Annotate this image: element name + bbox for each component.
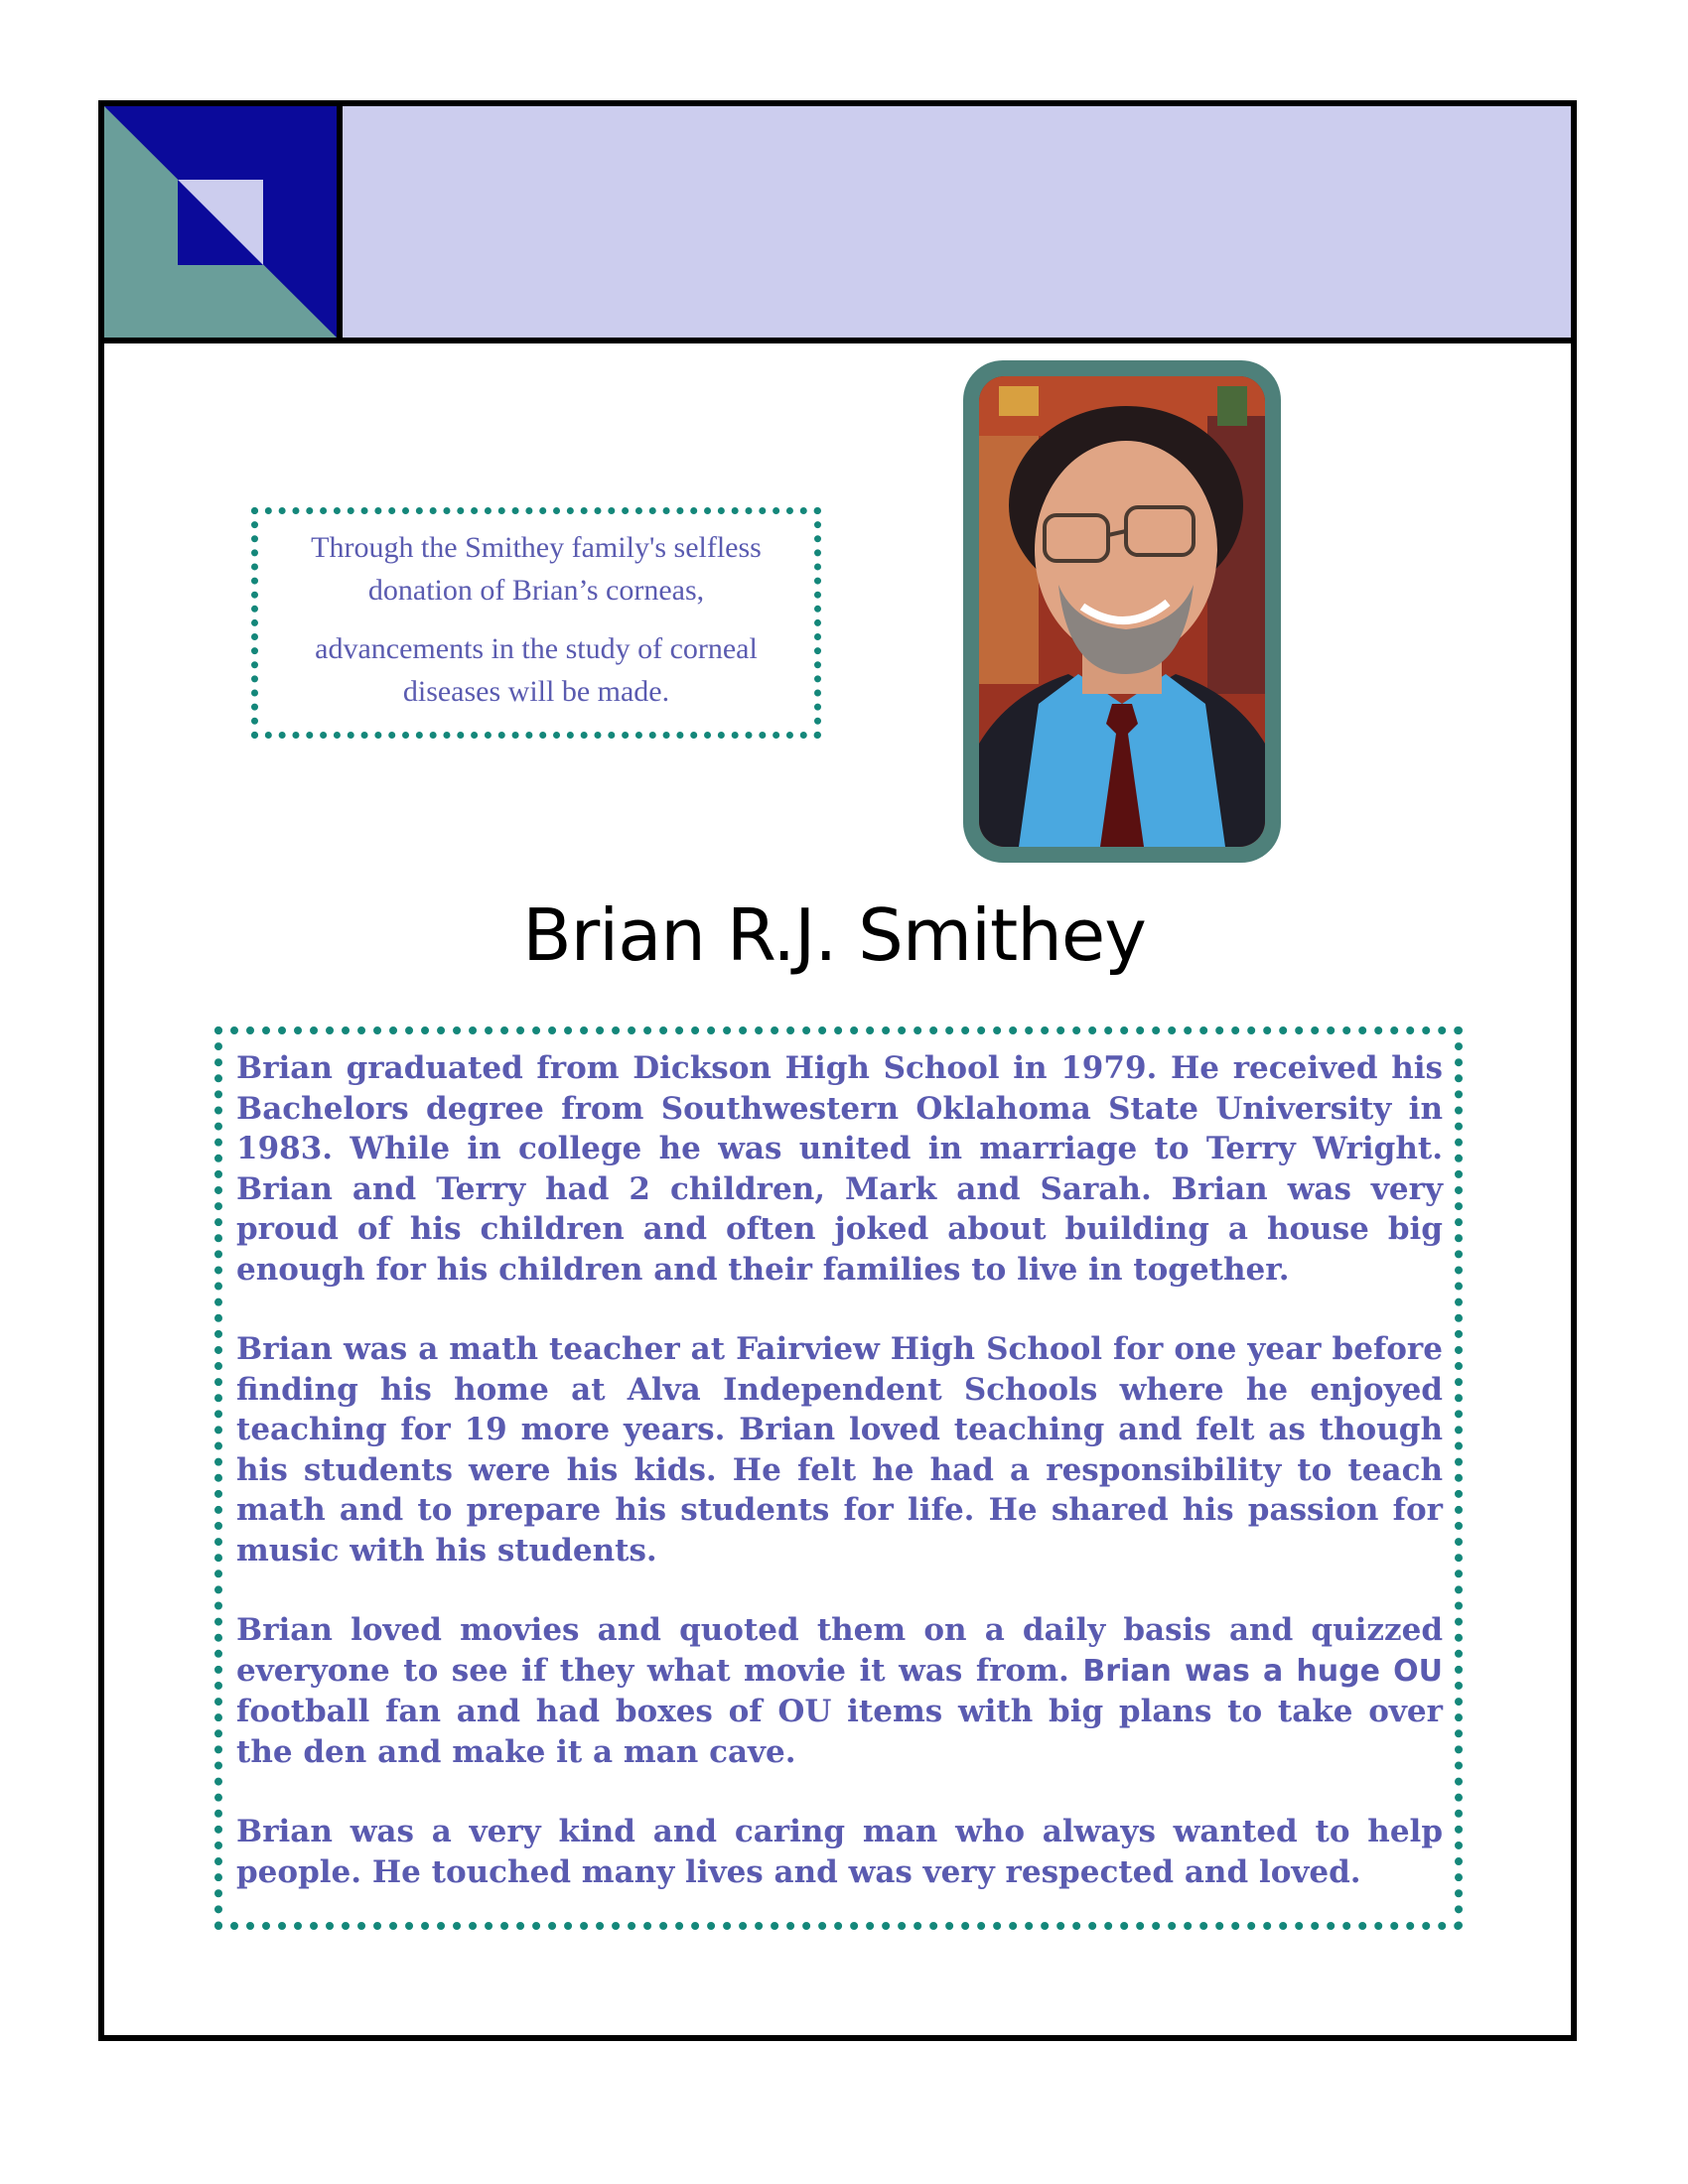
header	[104, 106, 1571, 343]
bio-paragraph: Brian was a math teacher at Fairview High School for one year before finding his home at Alva Independent Schools where he enjoyed teaching for 19 more years. Brian loved teaching and felt as though his students were his kids. He felt he had a responsibility to teach math and to prepare his students for life. He shared his passion for music with his students.	[236, 1331, 1443, 1569]
bio-text: football fan and had boxes of OU items with big plans to take over the den and make it a man cave.	[236, 1694, 1443, 1770]
bio-paragraph	[236, 1610, 1443, 1772]
quote-line: advancements in the study of corneal	[315, 632, 758, 665]
quote-line: Through the Smithey family's selfless	[311, 531, 762, 564]
bio-text: Brian loved movies and quoted them on a daily basis and quizzed everyone to see if they what movie it was from.	[236, 1612, 1443, 1689]
header-band	[343, 106, 1571, 338]
quote-line: diseases will be made.	[402, 675, 670, 708]
quote-line: donation of Brian’s corneas,	[367, 574, 705, 607]
bio-paragraph: Brian was a very kind and caring man who always wanted to help people. He touched many lives and was very respected and loved.	[236, 1814, 1443, 1890]
portrait-frame	[963, 360, 1281, 863]
bio-text: Brian was a huge OU	[1082, 1653, 1443, 1689]
biography-box	[214, 1026, 1463, 1930]
quilt-block-logo	[104, 106, 343, 338]
bio-paragraph: Brian graduated from Dickson High School in 1979. He received his Bachelors degree from Southwestern Oklahoma State University in 1983. While in college he was united in marriage to Terry Wright. Brian and Terry had 2 children, Mark and Sarah. Brian was very proud of his children and often joked about building a house big enough for his children and their families to live in together.	[236, 1050, 1443, 1288]
quilt-block-graphic	[104, 106, 337, 338]
portrait-photo	[979, 376, 1265, 847]
quote-box	[251, 507, 821, 739]
person-name: Brian R.J. Smithey	[522, 893, 1146, 977]
